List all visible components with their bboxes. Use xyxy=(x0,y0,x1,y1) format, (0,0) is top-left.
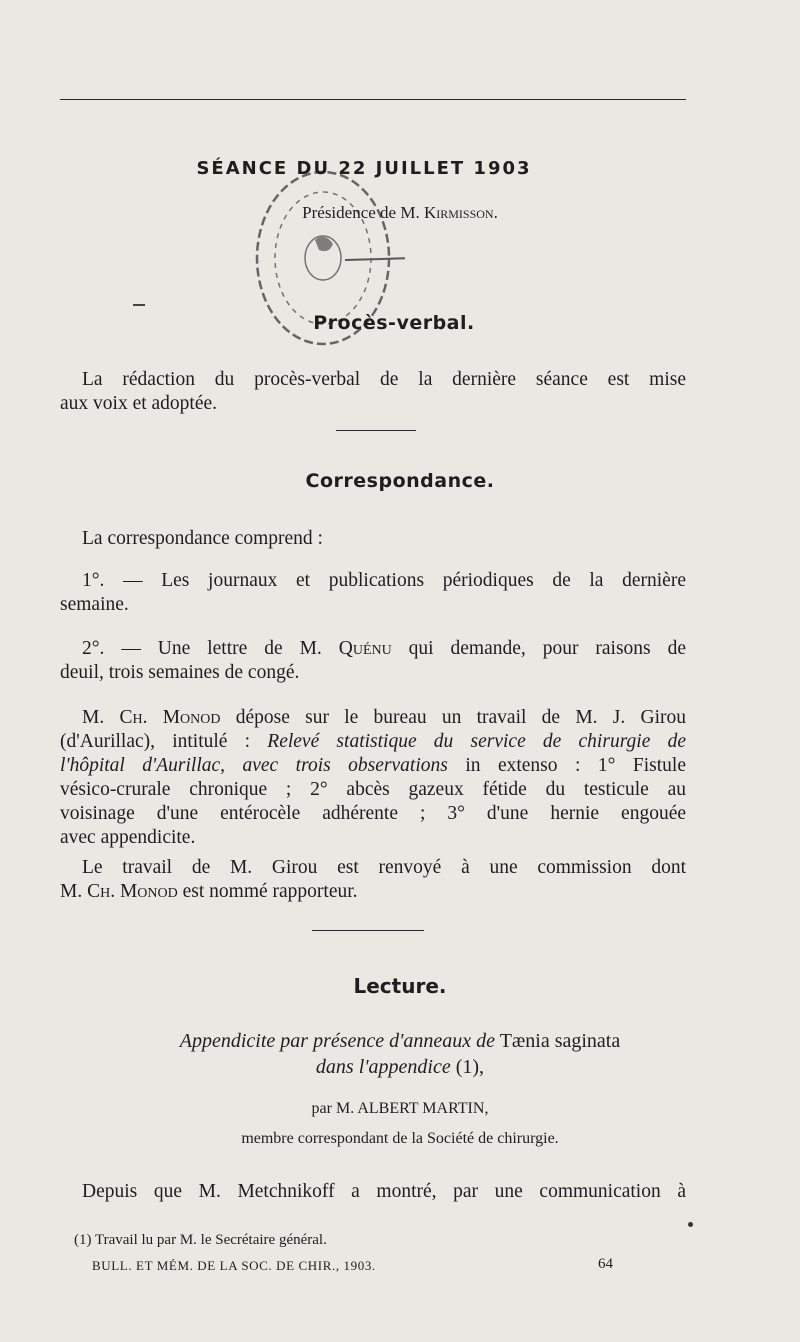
president-name: Kirmisson. xyxy=(423,203,498,222)
text-run: qui demande, pour raisons de xyxy=(391,638,686,659)
section-proces-verbal: Procès-verbal. xyxy=(313,312,475,334)
italic-run: l'hôpital d'Aurillac, avec trois observations xyxy=(60,755,448,776)
margin-dot xyxy=(688,1222,693,1227)
paragraph-renvoi xyxy=(60,856,686,904)
paragraph-corr-intro xyxy=(60,527,686,551)
text-line xyxy=(60,730,686,754)
person-name: Ch. Monod xyxy=(119,707,221,728)
author-affiliation: membre correspondant de la Société de chirurgie. xyxy=(241,1130,559,1147)
bulletin-reference: BULL. ET MÉM. DE LA SOC. DE CHIR., 1903. xyxy=(92,1258,376,1273)
article-title xyxy=(0,1028,800,1080)
article-title-line xyxy=(0,1054,800,1080)
seance-title: SÉANCE DU 22 JUILLET 1903 xyxy=(196,158,532,179)
italic-run: Appendicite par présence d'anneaux de xyxy=(179,1030,496,1052)
text-run: dépose sur le bureau un travail de M. J. Girou xyxy=(220,707,686,728)
text-line: La rédaction du procès-verbal de la dernière séance est mise xyxy=(82,369,686,390)
author-byline: par M. ALBERT MARTIN, xyxy=(311,1100,489,1117)
text-run: 2°. — Une lettre de M. xyxy=(82,638,339,659)
page-number: 64 xyxy=(598,1256,613,1272)
text-line xyxy=(60,637,686,661)
text-run: Tænia saginata xyxy=(495,1030,621,1052)
text-line: aux voix et adoptée. xyxy=(60,393,218,414)
text-line: Depuis que M. Metchnikoff a montré, par une communication à xyxy=(82,1181,686,1202)
article-title-line xyxy=(0,1028,800,1054)
text-line: vésico-crurale chronique ; 2° abcès gazeux fétide du testicule au xyxy=(60,779,686,800)
section-lecture: Lecture. xyxy=(353,974,447,998)
section-divider xyxy=(312,930,424,931)
paragraph-item-1 xyxy=(60,569,686,617)
paragraph-body-start xyxy=(60,1180,686,1204)
section-divider xyxy=(336,430,416,431)
footnote: (1) Travail lu par M. le Secrétaire général. xyxy=(74,1232,327,1248)
presidence-line xyxy=(0,203,800,223)
text-line: Le travail de M. Girou est renvoyé à une commission dont xyxy=(82,857,686,878)
presidence-prefix: Présidence de M. xyxy=(302,203,424,222)
text-line: deuil, trois semaines de congé. xyxy=(60,662,300,683)
paragraph-monod xyxy=(60,706,686,850)
text-run: in extenso : 1° Fistule xyxy=(447,755,686,776)
text-line xyxy=(60,706,686,730)
section-correspondance: Correspondance. xyxy=(305,470,495,492)
text-line: semaine. xyxy=(60,594,129,615)
text-run: (1), xyxy=(450,1056,485,1078)
text-line: avec appendicite. xyxy=(60,827,196,848)
person-name: Ch. Monod xyxy=(87,881,178,902)
italic-run: dans l'appendice xyxy=(315,1056,451,1078)
top-rule xyxy=(60,99,686,100)
text-line xyxy=(60,880,686,904)
text-run: (d'Aurillac), intitulé : xyxy=(60,731,268,752)
person-name: Quénu xyxy=(338,638,392,659)
margin-mark xyxy=(133,304,145,306)
italic-run: Relevé statistique du service de chirurgie de xyxy=(267,731,686,752)
text-line: voisinage d'une entérocèle adhérente ; 3° d'une hernie engouée xyxy=(60,803,686,824)
text-run: M. xyxy=(82,707,120,728)
text-run: est nommé rapporteur. xyxy=(177,881,358,902)
text-line: La correspondance comprend : xyxy=(82,528,323,549)
text-line xyxy=(60,754,686,778)
paragraph-item-2 xyxy=(60,637,686,685)
text-run: M. xyxy=(60,881,88,902)
text-line: 1°. — Les journaux et publications périodiques de la dernière xyxy=(82,570,686,591)
paragraph-proces-verbal xyxy=(60,368,686,416)
